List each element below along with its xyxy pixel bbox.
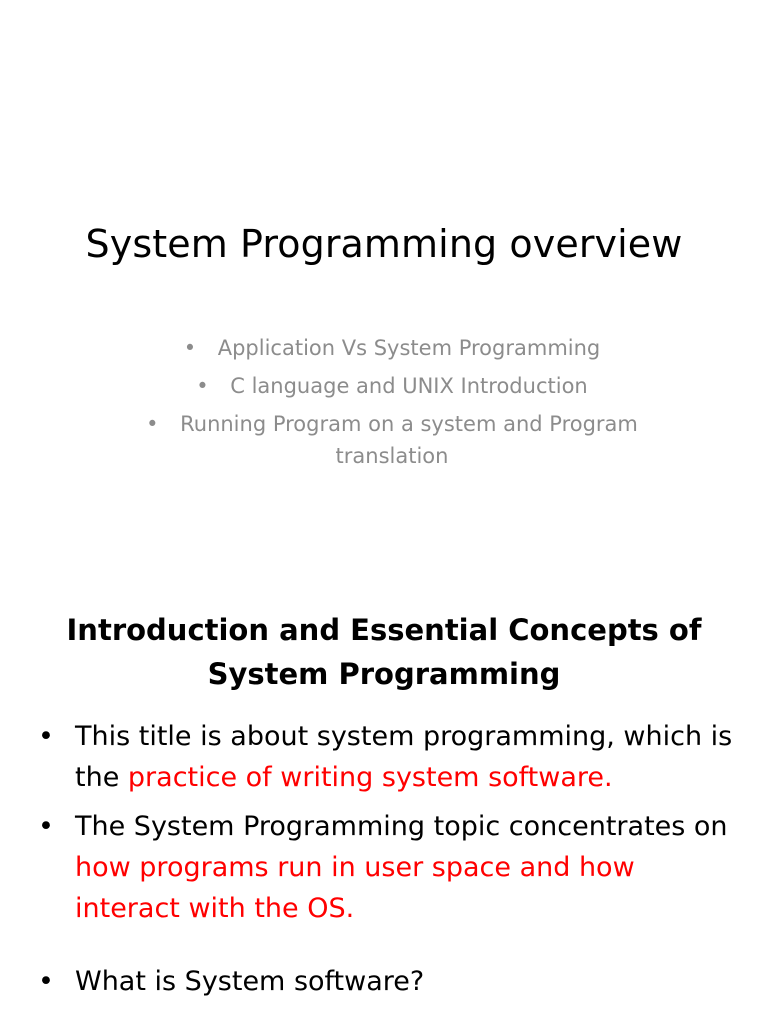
bullet-text: What is System software? <box>75 966 425 997</box>
bullet-icon: • <box>38 721 54 752</box>
slide-2-bullet-list <box>38 716 738 1010</box>
subtitle-item <box>100 370 684 402</box>
slide-2 <box>0 600 768 1024</box>
bullet-icon: • <box>196 374 209 398</box>
subtitle-item-text: C language and UNIX Introduction <box>230 374 588 398</box>
slide-1-title: System Programming overview <box>85 222 683 266</box>
subtitle-item-text: Application Vs System Programming <box>217 336 601 360</box>
bullet-icon: • <box>183 336 197 360</box>
slide-1-subtitle-list <box>100 332 684 478</box>
bullet-icon: • <box>38 811 54 842</box>
subtitle-item-text: Running Program on a system and Program translation <box>180 412 638 468</box>
bullet-icon: • <box>38 966 54 997</box>
subtitle-item <box>100 332 684 364</box>
bullet-icon: • <box>146 412 159 436</box>
highlighted-text: how programs run in user space and how interact with the OS. <box>75 852 635 924</box>
bullet-item <box>38 961 738 1002</box>
bullet-item <box>38 806 738 929</box>
bullet-text: The System Programming topic concentrates on <box>75 811 728 842</box>
highlighted-text: practice of writing system software. <box>127 762 613 793</box>
subtitle-item <box>100 408 684 472</box>
bullet-item <box>38 716 738 798</box>
slide-2-title: Introduction and Essential Concepts of System Programming <box>66 613 702 691</box>
bullet-text: This title is about system programming, which is the <box>75 721 733 793</box>
